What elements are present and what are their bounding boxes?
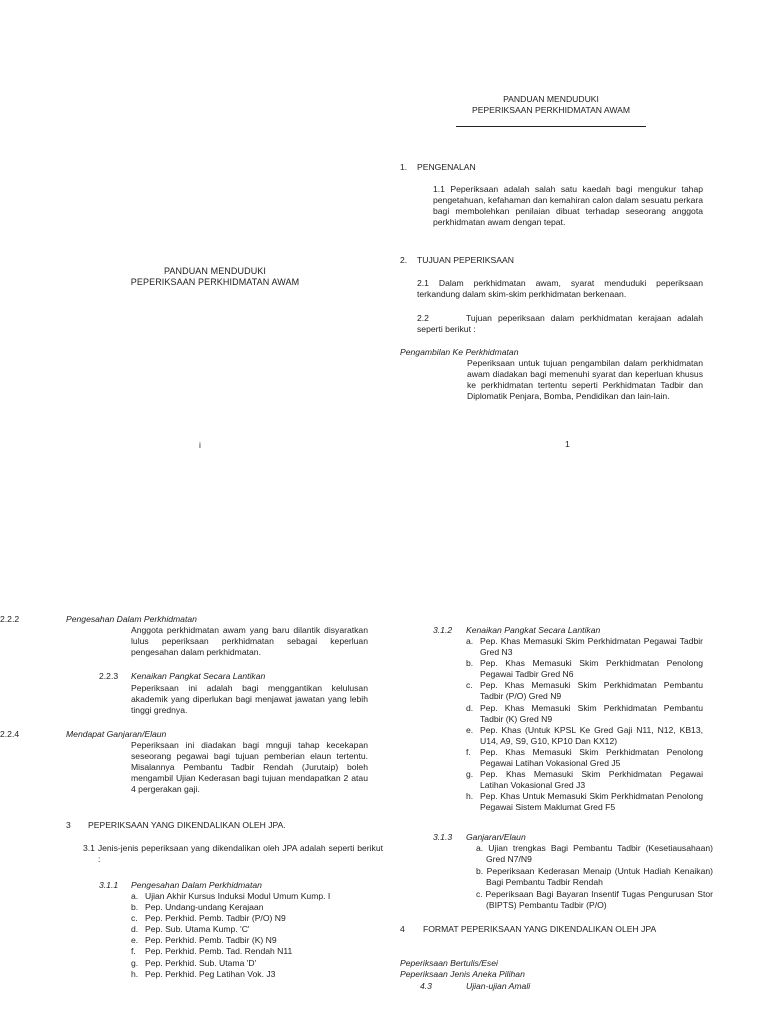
section-3-1-3-number: 3.1.3 [433,832,453,842]
section-3-1-1-number: 3.1.1 [99,880,119,890]
list-item: f. Pep. Perkhid. Pemb. Tad. Rendah N11 [131,946,293,957]
section3-heading: PEPERIKSAAN YANG DIKENDALIKAN OLEH JPA. [88,820,286,830]
section4-number: 4 [400,924,405,934]
section-3-1-3-heading: Ganjaran/Elaun [466,832,526,842]
section-4-3-heading: Ujian-ujian Amali [466,981,531,991]
section-3-1-2-heading: Kenaikan Pangkat Secara Lantikan [466,625,601,635]
section-2-2-3-paragraph: Peperiksaan ini adalah bagi menggantikan kelulusan akademik yang diperlukan bagi menjawat jawatan yang lebih tinggi grednya. [131,683,368,716]
section-2-2-2-number: 2.2.2 [0,614,20,624]
section4-heading: FORMAT PEPERIKSAAN YANG DIKENDALIKAN OLEH JPA [423,924,657,934]
page1-title-line1: PANDUAN MENDUDUKI [503,94,599,104]
list-item: e. Pep. Khas (Untuk KPSL Ke Gred Gaji N11, N12, KB13, U14, A9, S9, G10, KP10 Dan KX12) [466,724,703,746]
list-item: e. Pep. Perkhid. Pemb. Tadbir (K) N9 [131,935,277,946]
cover-title-line2: PEPERIKSAAN PERKHIDMATAN AWAM [130,277,300,288]
section-3-1-2-number: 3.1.2 [433,625,453,635]
cover-title-line1: PANDUAN MENDUDUKI [163,266,267,276]
list-item: a. Ujian Akhir Kursus Induksi Modul Umum Kump. I [131,891,331,901]
list-item: a. Pep. Khas Memasuki Skim Perkhidmatan Pegawai Tadbir Gred N3 [466,636,703,658]
page1-number: 1 [565,439,570,449]
section-2-2-3-number: 2.2.3 [99,671,119,681]
section-2-2-3-heading: Kenaikan Pangkat Secara Lantikan [131,671,266,681]
section2-number: 2. [400,255,408,265]
subsection-heading: Pengambilan Ke Perkhidmatan [400,347,519,357]
section2-1-paragraph: 2.1 Dalam perkhidmatan awam, syarat menduduki peperiksaan terkandung dalam skim-skim perkhidmatan berkenaan. [417,278,703,300]
page1-title [446,94,656,116]
section-3-1-1-list [131,891,368,980]
list-item: d. Pep. Sub. Utama Kump. 'C' [131,924,250,935]
section-3-1-1-heading: Pengesahan Dalam Perkhidmatan [131,880,262,890]
section-4-3-number: 4.3 [420,981,432,991]
list-item: h. Pep. Khas Untuk Memasuki Skim Perkhidmatan Penolong Pegawai Sistem Maklumat Gred F5 [466,791,703,813]
section3-number: 3 [66,820,71,830]
list-item: d. Pep. Khas Memasuki Skim Perkhidmatan Pembantu Tadbir (K) Gred N9 [466,702,703,724]
section-2-2-4-paragraph: Peperiksaan ini diadakan bagi mnguji tahap kecekapan seseorang pegawai bagi tujuan pemberian elaun tertentu. Misalannya Pembantu Tadbir Rendah (Jurutaip) boleh mengambil Ujian Kederasan bagi tujuan mendapatkan 2 atau 4 pergerakan gaji. [131,740,368,795]
section2-heading: TUJUAN PEPERIKSAAN [417,255,514,265]
subsection-mcq-exam: Peperiksaan Jenis Aneka Pilihan [400,969,525,979]
list-item: c. Pep. Khas Memasuki Skim Perkhidmatan Pembantu Tadbir (P/O) Gred N9 [466,680,703,702]
title-underline [456,126,646,127]
list-item: g. Pep. Perkhid. Sub. Utama 'D' [131,957,257,968]
section3-1-paragraph: 3.1 Jenis-jenis peperiksaan yang dikendalikan oleh JPA adalah seperti berikut : [83,843,383,865]
list-item: b. Pep. Undang-undang Kerajaan [131,902,264,913]
section-2-2-4-number: 2.2.4 [0,729,20,739]
list-item: g. Pep. Khas Memasuki Skim Perkhidmatan Pegawai Latihan Vokasional Gred J3 [466,769,703,791]
list-item: c. Pep. Perkhid. Pemb. Tadbir (P/O) N9 [131,913,286,924]
list-item: h. Pep. Perkhid. Peg Latihan Vok. J3 [131,968,276,979]
cover-page-number: i [199,440,201,450]
section1-number: 1. [400,162,408,172]
section-3-1-3-item-c: c. Peperiksaan Bagi Bayaran Insentif Tugas Pengurusan Stor (BIPTS) Pembantu Tadbir (P/O) [476,889,713,911]
section-2-2-2-paragraph: Anggota perkhidmatan awam yang baru dilantik disyaratkan lulus peperiksaan perkhidmatan sebagai keperluan pengesahan dalam perkhidmatan. [131,625,368,658]
section-3-1-2-list [466,636,703,814]
page1-title-line2: PEPERIKSAAN PERKHIDMATAN AWAM [471,105,631,116]
section-3-1-3-item-a: a. Ujian trengkas Bagi Pembantu Tadbir (Kesetiausahaan) Gred N7/N9 [476,843,713,865]
cover-title [110,266,320,288]
subsection-paragraph: Peperiksaan untuk tujuan pengambilan dalam perkhidmatan awam diadakan bagi memenuhi syarat dan keperluan khusus ke perkhidmatan tertentu seperti Perkhidmatan Tadbir dan Diplomatik Penjara, Bomba, Pendidikan dan lain-lain. [467,358,703,402]
list-item: b. Pep. Khas Memasuki Skim Perkhidmatan Penolong Pegawai Tadbir Gred N6 [466,658,703,680]
section-2-2-4-heading: Mendapat Ganjaran/Elaun [66,729,167,739]
section1-paragraph: 1.1 Peperiksaan adalah salah satu kaedah bagi mengukur tahap pengetahuan, kefahaman dan kemahiran calon dalam sesuatu perkara bagi membolehkan penilaian dibuat terhadap seseorang anggota perkhidmatan awam dengan tepat. [433,184,703,228]
section1-heading: PENGENALAN [417,162,476,172]
list-item: f. Pep. Khas Memasuki Skim Perkhidmatan Penolong Pegawai Latihan Vokasional Gred J5 [466,746,703,769]
section-2-2-2-heading: Pengesahan Dalam Perkhidmatan [66,614,197,624]
section2-2-number: 2.2 [417,313,429,323]
section-3-1-3-item-b: b. Peperiksaan Kederasan Menaip (Untuk Hadiah Kenaikan) Bagi Pembantu Tadbir Rendah [476,866,713,888]
subsection-written-exam: Peperiksaan Bertulis/Esei [400,958,498,968]
section2-2-paragraph: Tujuan peperiksaan dalam perkhidmatan kerajaan adalah seperti berikut : [417,313,703,335]
